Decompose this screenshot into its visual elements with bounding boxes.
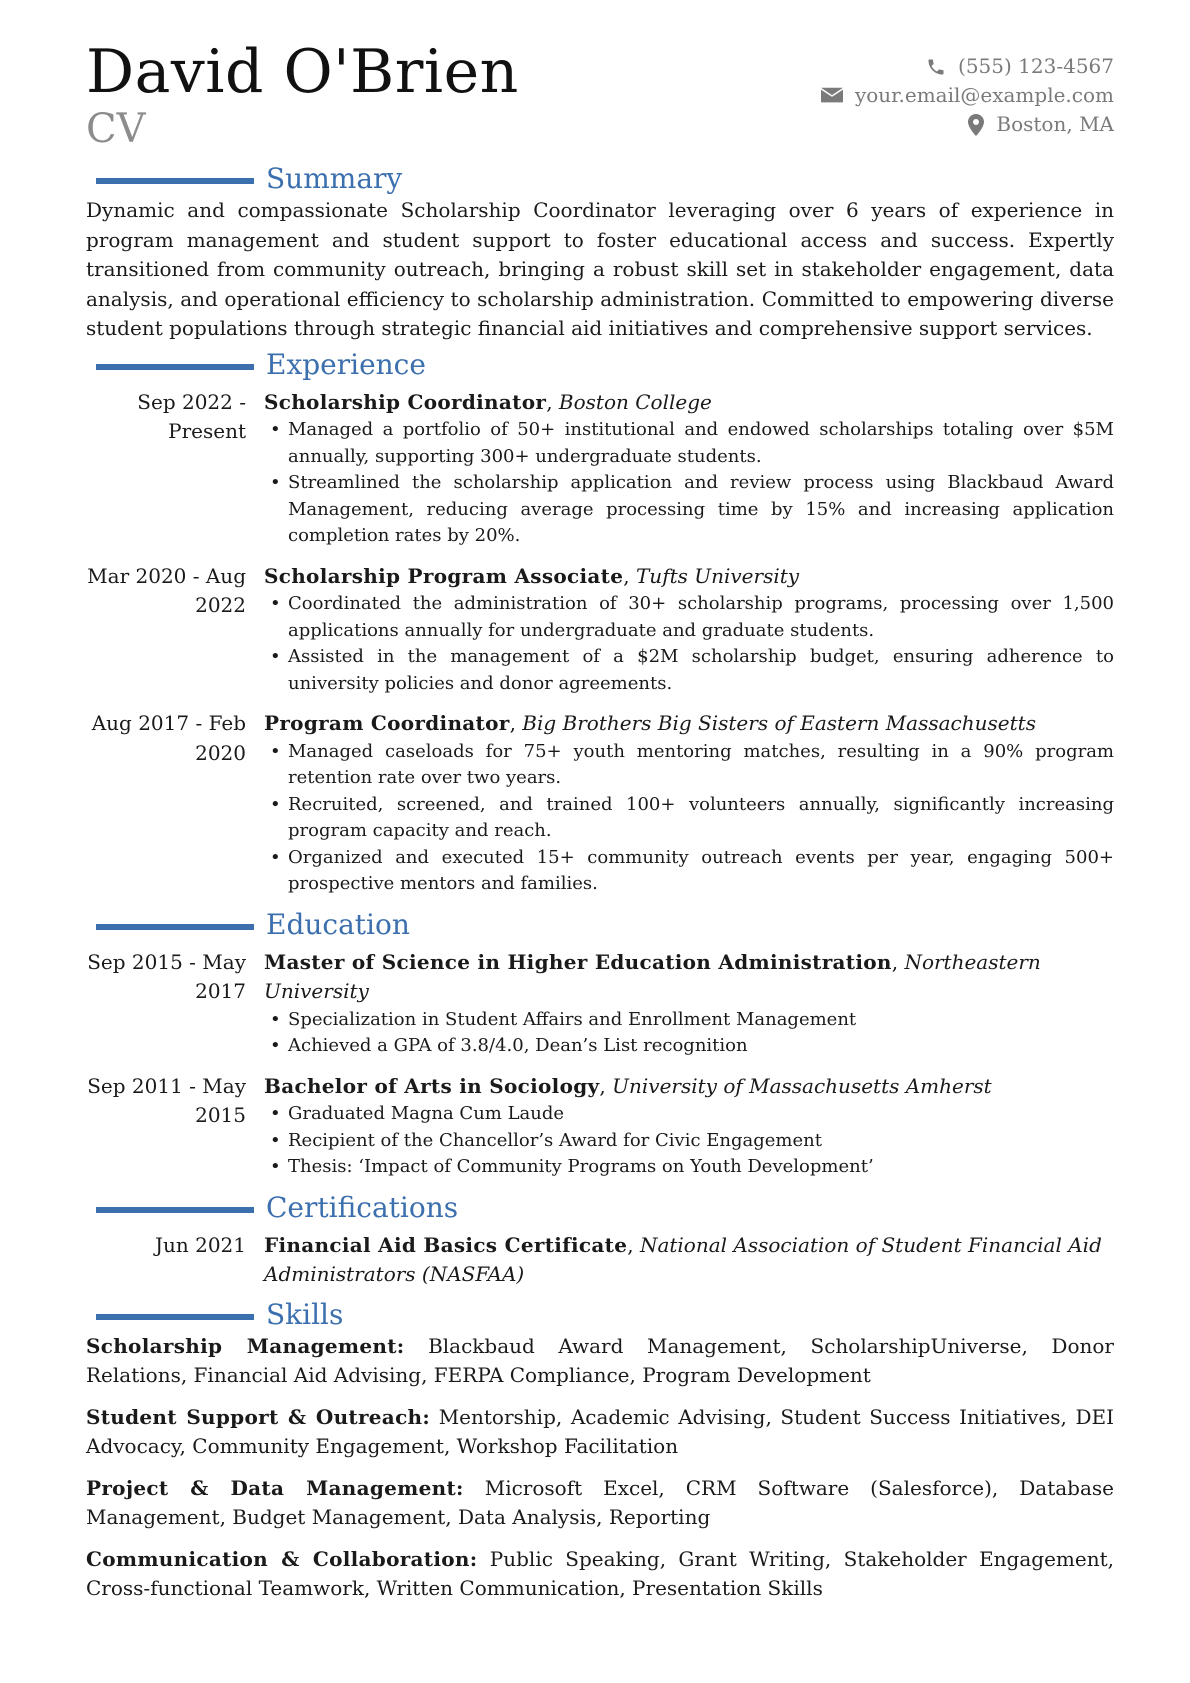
entry-org: Big Brothers Big Sisters of Eastern Massachusetts: [522, 711, 1036, 735]
section-title: Skills: [266, 1297, 344, 1331]
entry-org: Tufts University: [635, 563, 800, 588]
entry-bullets: [264, 1007, 1114, 1060]
skill-label: Student Support & Outreach:: [86, 1404, 431, 1429]
skill-text: Public Speaking, Grant Writing, Stakeholder Engagement, Cross-functional Teamwork, Written Communication, Presentation Skills: [86, 1546, 1114, 1600]
entry-org: University of Massachusetts Amherst: [612, 1073, 992, 1098]
skill-group: [86, 1403, 1114, 1462]
document-subtitle: CV: [86, 106, 146, 152]
section-bar: [96, 364, 254, 370]
phone-icon: [926, 57, 946, 77]
skill-text: Microsoft Excel, CRM Software (Salesforce), Database Management, Budget Management, Data Analysis, Reporting: [86, 1475, 1114, 1529]
bullet-item: • Managed a portfolio of 50+ institutional and endowed scholarships totaling over $5M annually, supporting 300+ undergraduate students.: [288, 417, 1114, 470]
bullet-item: • Specialization in Student Affairs and Enrollment Management: [288, 1007, 1114, 1034]
bullet-item: • Thesis: ‘Impact of Community Programs on Youth Development’: [288, 1154, 1114, 1181]
skill-text: Blackbaud Award Management, ScholarshipUniverse, Donor Relations, Financial Aid Advising, FERPA Compliance, Program Development: [86, 1333, 1114, 1387]
email-link[interactable]: your.email@example.com: [854, 83, 1114, 107]
skill-group: [86, 1474, 1114, 1533]
experience-heading: [86, 348, 1114, 382]
education-heading: [86, 908, 1114, 942]
skill-label: Scholarship Management:: [86, 1333, 405, 1358]
entry-date: Sep 2011 - May 2015: [87, 1073, 246, 1127]
section-bar: [96, 1314, 254, 1320]
entry-title: Bachelor of Arts in Sociology: [264, 1073, 600, 1098]
section-bar: [96, 178, 254, 184]
education-entry: [86, 948, 1114, 1060]
header: [86, 37, 1114, 158]
location-text: Boston, MA: [996, 112, 1114, 136]
education-entry: [86, 1072, 1114, 1181]
bullet-item: • Recipient of the Chancellor’s Award for Civic Engagement: [288, 1128, 1114, 1155]
section-title: Education: [266, 907, 410, 941]
summary-heading: [86, 162, 1114, 196]
section-bar: [96, 924, 254, 930]
bullet-item: • Assisted in the management of a $2M scholarship budget, ensuring adherence to university policies and donor agreements.: [288, 644, 1114, 697]
entry-date: Jun 2021: [154, 1232, 246, 1257]
contact-info: [821, 52, 1114, 139]
summary-text: Dynamic and compassionate Scholarship Coordinator leveraging over 6 years of experience in program management and student support to foster educational access and success. Expertly transitioned from community outreach, bringing a robust skill set in stakeholder engagement, data analysis, and operational efficiency to scholarship administration. Committed to empowering diverse student populations through strategic financial aid initiatives and comprehensive support services.: [86, 198, 1114, 340]
entry-title: Financial Aid Basics Certificate: [264, 1232, 628, 1257]
skill-label: Communication & Collaboration:: [86, 1546, 478, 1571]
entry-date: Sep 2015 - May 2017: [87, 949, 246, 1003]
experience-entry: [86, 388, 1114, 550]
section-bar: [96, 1207, 254, 1213]
skill-group: [86, 1332, 1114, 1391]
entry-bullets: [264, 1101, 1114, 1181]
bullet-item: • Coordinated the administration of 30+ scholarship programs, processing over 1,500 applications annually for undergraduate and graduate students.: [288, 591, 1114, 644]
envelope-icon: [821, 87, 843, 105]
entry-title-line: Scholarship Coordinator, Boston College: [264, 389, 712, 414]
entry-title: Program Coordinator: [264, 711, 510, 735]
entry-bullets: [264, 591, 1114, 697]
entry-title: Scholarship Coordinator: [264, 389, 547, 414]
section-title: Summary: [266, 162, 403, 195]
entry-title: Master of Science in Higher Education Administration: [264, 949, 892, 974]
entry-bullets: [264, 739, 1114, 898]
section-title: Experience: [266, 347, 426, 381]
person-name: David O'Brien: [86, 37, 519, 107]
cv-page: [86, 37, 1115, 1616]
entry-date: Mar 2020 - Aug 2022: [87, 563, 246, 617]
bullet-item: • Graduated Magna Cum Laude: [288, 1101, 1114, 1128]
entry-title-line: Bachelor of Arts in Sociology, University of Massachusetts Amherst: [264, 1073, 992, 1098]
entry-bullets: [264, 417, 1114, 550]
entry-title-line: Program Coordinator, Big Brothers Big Sisters of Eastern Massachusetts: [264, 711, 1036, 735]
skills-heading: [86, 1298, 1114, 1332]
entry-date: Sep 2022 - Present: [137, 389, 246, 443]
certification-entry: [86, 1231, 1114, 1290]
contact-phone: [821, 52, 1114, 81]
bullet-item: • Streamlined the scholarship application and review process using Blackbaud Award Management, reducing average processing time by 15% and increasing application completion rates by 20%.: [288, 470, 1114, 550]
experience-entry: [86, 709, 1114, 898]
entry-title-line: Master of Science in Higher Education Administration, Northeastern University: [264, 949, 1041, 1003]
experience-entry: [86, 562, 1114, 698]
certifications-heading: [86, 1191, 1114, 1225]
entry-org: Boston College: [558, 389, 712, 414]
phone-number: (555) 123-4567: [958, 54, 1114, 78]
entry-org: National Association of Student Financial Aid Administrators (NASFAA): [264, 1232, 1102, 1286]
bullet-item: • Recruited, screened, and trained 100+ volunteers annually, significantly increasing program capacity and reach.: [288, 792, 1114, 845]
entry-title: Scholarship Program Associate: [264, 563, 624, 588]
contact-location: [821, 110, 1114, 139]
contact-email: [821, 81, 1114, 110]
map-pin-icon: [968, 114, 984, 136]
bullet-item: • Achieved a GPA of 3.8/4.0, Dean’s List recognition: [288, 1033, 1114, 1060]
entry-org: Northeastern University: [264, 949, 1041, 1003]
skill-text: Mentorship, Academic Advising, Student Success Initiatives, DEI Advocacy, Community Engagement, Workshop Facilitation: [86, 1404, 1115, 1458]
section-title: Certifications: [266, 1190, 459, 1224]
entry-date: Aug 2017 - Feb 2020: [91, 711, 246, 765]
entry-title-line: Financial Aid Basics Certificate, National Association of Student Financial Aid Administrators (NASFAA): [264, 1232, 1102, 1286]
skill-group: [86, 1545, 1114, 1604]
entry-title-line: Scholarship Program Associate, Tufts University: [264, 563, 800, 588]
bullet-item: • Organized and executed 15+ community outreach events per year, engaging 500+ prospective mentors and families.: [288, 845, 1114, 898]
bullet-item: • Managed caseloads for 75+ youth mentoring matches, resulting in a 90% program retention rate over two years.: [288, 739, 1114, 792]
skill-label: Project & Data Management:: [86, 1475, 464, 1500]
